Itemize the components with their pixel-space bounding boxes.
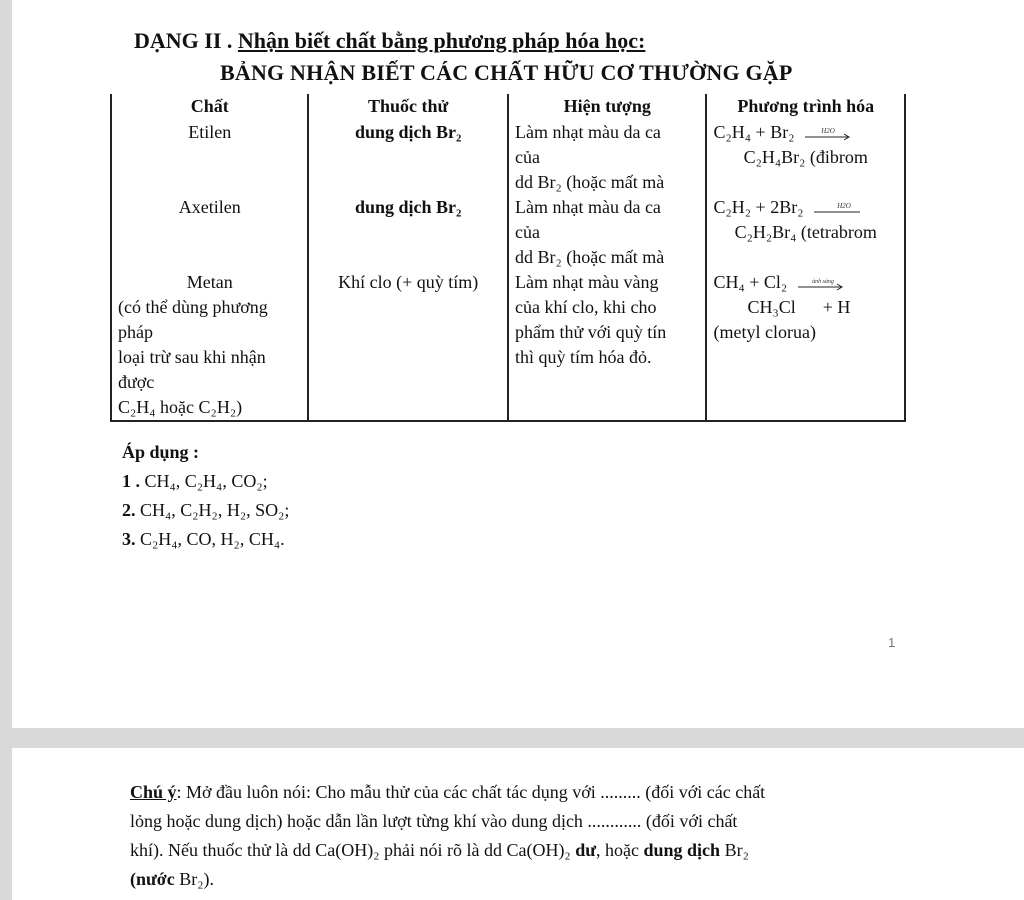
note-text: , hoặc [596,840,644,860]
cell-equation [706,195,905,270]
list-item [122,496,289,525]
note-text: Br₂). [174,869,215,889]
reaction-arrow-icon [798,277,844,291]
equation-product: C₂H₄Br₂ (đibrom [743,147,868,167]
note-text: : Mở đầu luôn nói: Cho mẫu thử của các chất tác dụng với ......... (đối với các chất [176,782,766,802]
substance-line: (có thể dùng phương [118,297,268,317]
table-row [111,120,905,195]
note-line: lỏng hoặc dung dịch) hoặc dẫn lần lượt từng khí vào dung dịch ............ (đối với chất [130,811,738,831]
cell-phenomenon [508,195,707,270]
header-substance: Chất [111,94,308,120]
note-text: khí). Nếu thuốc thử là dd Ca(OH)₂ phải nói rõ là dd Ca(OH)₂ [130,840,576,860]
apply-section [122,438,289,554]
reaction-arrow-icon [814,202,860,216]
phenomenon-line: dd Br₂ (hoặc mất mà [514,247,665,267]
note-label: Chú ý [130,782,177,802]
note-emphasis: (nước [130,869,175,889]
item-text: C₂H₄, CO, H₂, CH₄. [140,529,285,549]
phenomenon-line: Làm nhạt màu da ca [514,122,661,142]
note-emphasis: dung dịch [643,840,721,860]
note-emphasis: dư [575,840,597,860]
item-number: 1 . [122,471,140,491]
cell-phenomenon [508,120,707,195]
reaction-arrow-icon [805,127,851,141]
substance-line: C₂H₄ hoặc C₂H₂) [118,397,243,417]
substance-line: pháp [118,322,153,342]
item-number: 2. [122,500,136,520]
phenomenon-line: của khí clo, khi cho [514,297,657,317]
note-paragraph [130,778,980,894]
table-row [111,270,905,421]
cell-reagent: dung dịch Br₂ [308,120,508,195]
substance-line: loại trừ sau khi nhận [118,347,266,367]
cell-equation [706,270,905,421]
substance-line: được [118,372,155,392]
note-line [130,865,980,894]
page-number: 1 [888,635,896,650]
phenomenon-line: của [514,222,540,242]
cell-reagent: Khí clo (+ quỳ tím) [308,270,508,421]
cell-equation [706,120,905,195]
equation-reactants [713,120,898,145]
phenomenon-line: phẩm thử với quỳ tín [514,322,667,342]
cell-phenomenon [508,270,707,421]
phenomenon-line: Làm nhạt màu da ca [514,197,661,217]
substance-line: Metan [186,272,233,292]
section-title-prefix: DẠNG II . [134,28,238,53]
equation-product: CH₃Cl + H [747,297,851,317]
cell-substance [111,270,308,421]
equation-product-name: (metyl clorua) [713,322,816,342]
table-row [111,195,905,270]
phenomenon-line: của [514,147,540,167]
arrow-condition: H2O [837,201,851,210]
note-line [130,836,980,865]
phenomenon-line: thì quỳ tím hóa đỏ. [514,347,652,367]
substance-line: Axetilen [178,197,241,217]
cell-reagent: dung dịch Br₂ [308,195,508,270]
item-number: 3. [122,529,136,549]
equation-lhs: C₂H₂ + 2Br₂ [713,197,804,217]
equation-lhs: C₂H₄ + Br₂ [713,122,795,142]
header-reagent: Thuốc thử [308,94,508,120]
apply-label: Áp dụng : [122,442,200,462]
note-text: Br₂ [720,840,749,860]
header-equation: Phương trình hóa [706,94,905,120]
equation-product: C₂H₂Br₄ (tetrabrom [734,222,877,242]
substance-line: Etilen [188,122,232,142]
identification-table [110,94,906,422]
phenomenon-line: dd Br₂ (hoặc mất mà [514,172,665,192]
section-title-main: Nhận biết chất bằng phương pháp hóa học: [237,28,646,53]
equation-lhs: CH₄ + Cl₂ [713,272,788,292]
phenomenon-line: Làm nhạt màu vàng [514,272,659,292]
cell-substance [111,195,308,270]
equation-reactants [713,270,898,295]
item-text: CH₄, C₂H₂, H₂, SO₂; [140,500,290,520]
section-title [134,28,645,54]
cell-substance [111,120,308,195]
header-phenomenon: Hiện tượng [508,94,707,120]
list-item [122,525,289,554]
arrow-condition: H2O [821,126,835,135]
item-text: CH₄, C₂H₄, CO₂; [144,471,268,491]
list-item [122,467,289,496]
table-title: BẢNG NHẬN BIẾT CÁC CHẤT HỮU CƠ THƯỜNG GẶP [220,60,793,85]
note-line [130,778,980,807]
equation-reactants [713,195,898,220]
document-page-2 [12,748,1024,900]
arrow-condition: ánh sáng [811,278,834,285]
table-header-row [111,94,905,120]
